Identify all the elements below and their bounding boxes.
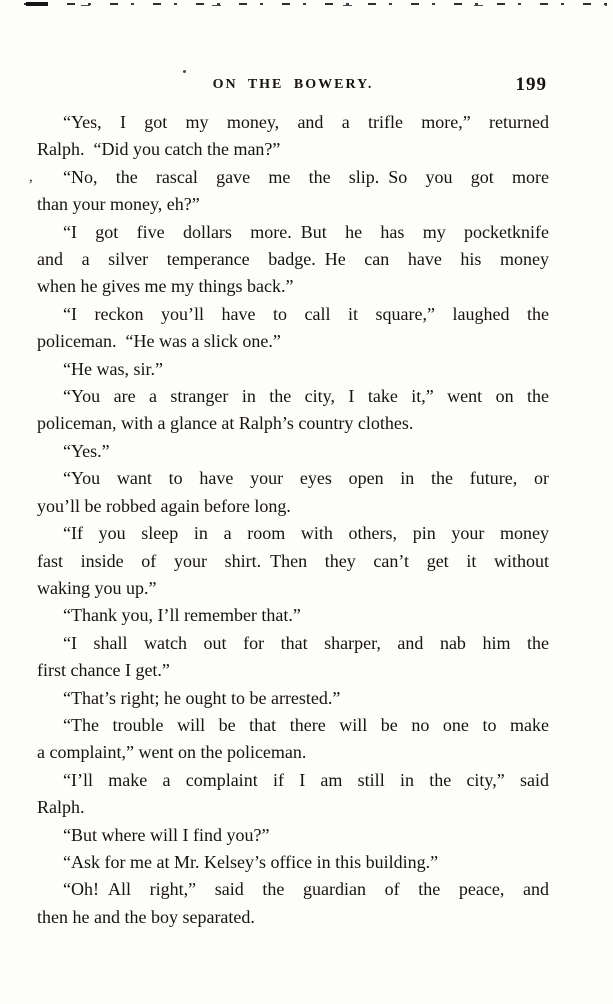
running-header — [37, 71, 549, 93]
text-line: then he and the boy separated. — [37, 906, 255, 927]
paragraph — [37, 822, 549, 849]
text-line: policeman, with a glance at Ralph’s country clothes. — [37, 413, 414, 434]
paragraph — [37, 219, 549, 301]
text-line: fast inside of your shirt. Then they can’t get it without — [37, 550, 549, 571]
text-line: Ralph. “Did you catch the man?” — [37, 139, 281, 160]
paragraph — [37, 876, 549, 931]
paragraph — [37, 164, 549, 219]
body-text — [37, 109, 549, 931]
text-line: “I’ll make a complaint if I am still in the city,” said — [63, 769, 549, 790]
text-line: Ralph. — [37, 797, 85, 818]
text-line: “Yes.” — [63, 440, 110, 461]
text-line: “That’s right; he ought to be arrested.” — [63, 687, 341, 708]
text-line: “I got five dollars more. But he has my pocketknife — [63, 221, 549, 242]
scan-artifact-comma: , — [29, 169, 33, 185]
text-line: “Thank you, I’ll remember that.” — [63, 605, 301, 626]
text-line: “But where will I find you?” — [63, 824, 270, 845]
paragraph — [37, 109, 549, 164]
scan-artifact-top-edge — [24, 3, 607, 7]
paragraph — [37, 630, 549, 685]
text-line: a complaint,” went on the policeman. — [37, 742, 307, 763]
text-line: first chance I get.” — [37, 660, 170, 681]
page-number: 199 — [515, 74, 547, 95]
paragraph — [37, 712, 549, 767]
paragraph — [37, 849, 549, 876]
text-line: “Yes, I got my money, and a trifle more,” returned — [63, 112, 549, 132]
text-line: “If you sleep in a room with others, pin your money — [63, 523, 549, 544]
text-line: “You are a stranger in the city, I take it,” went on the — [63, 386, 549, 407]
text-line: “Ask for me at Mr. Kelsey’s office in this building.” — [63, 851, 439, 872]
text-line: when he gives me my things back.” — [37, 276, 294, 297]
text-line: you’ll be robbed again before long. — [37, 495, 291, 516]
paragraph — [37, 356, 549, 383]
text-line: “He was, sir.” — [63, 358, 163, 379]
paragraph — [37, 767, 549, 822]
text-line: “No, the rascal gave me the slip. So you got more — [63, 166, 549, 187]
paragraph — [37, 465, 549, 520]
running-title: ON THE BOWERY. — [212, 77, 374, 92]
text-line: “I shall watch out for that sharper, and nab him the — [63, 632, 549, 653]
text-line: “Oh! All right,” said the guardian of the peace, and — [63, 879, 549, 900]
text-line: policeman. “He was a slick one.” — [37, 331, 281, 352]
text-line: “I reckon you’ll have to call it square,” laughed the — [63, 303, 549, 324]
text-line: “The trouble will be that there will be no one to make — [63, 714, 549, 735]
paragraph — [37, 438, 549, 465]
text-line: “You want to have your eyes open in the future, or — [63, 468, 549, 489]
paragraph — [37, 301, 549, 356]
text-line: and a silver temperance badge. He can have his money — [37, 249, 549, 270]
paragraph — [37, 602, 549, 629]
text-line: waking you up.” — [37, 577, 157, 598]
paragraph — [37, 520, 549, 602]
paragraph — [37, 685, 549, 712]
text-line: than your money, eh?” — [37, 194, 200, 215]
paragraph — [37, 383, 549, 438]
